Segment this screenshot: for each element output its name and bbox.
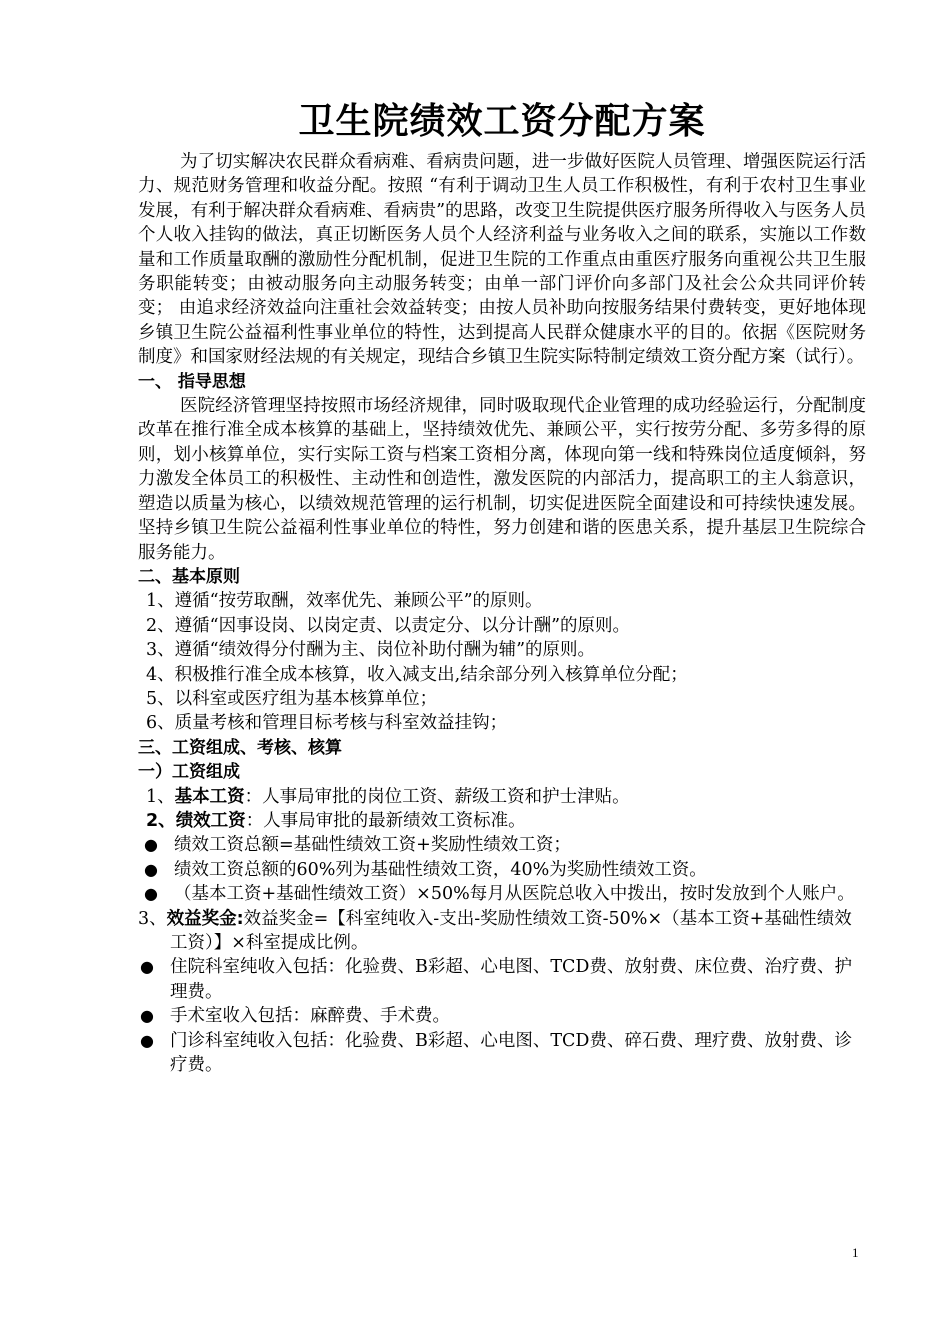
bullet-icon: ● xyxy=(144,859,158,879)
item-number: 2、 xyxy=(146,810,176,831)
salary-item-bonus xyxy=(138,907,866,956)
item-label: 绩效工资 xyxy=(175,810,246,831)
item-text: ：人事局审批的岗位工资、薪级工资和护士津贴。 xyxy=(244,786,630,807)
principle-item: 4、积极推行准全成本核算，收入减支出,结余部分列入核算单位分配； xyxy=(146,664,688,685)
bullet-item xyxy=(138,955,866,1004)
bullet-item xyxy=(138,833,866,857)
bullet-icon: ● xyxy=(144,884,158,904)
bullet-item xyxy=(138,1004,866,1028)
subsection-heading-composition: 一）工资组成 xyxy=(138,762,240,783)
bullet-text: （基本工资+基础性绩效工资）×50%每月从医院总收入中拨出，按时发放到个人账户。 xyxy=(174,884,855,905)
salary-item-basic xyxy=(138,785,866,809)
page-number: 1 xyxy=(852,1245,859,1260)
bullet-icon: ● xyxy=(140,1006,154,1026)
item-label: 效益奖金: xyxy=(166,908,244,929)
principle-item: 5、以科室或医疗组为基本核算单位； xyxy=(146,688,438,709)
salary-item-performance xyxy=(138,809,866,833)
bullet-text: 手术室收入包括：麻醉费、手术费。 xyxy=(170,1006,450,1027)
bullet-text: 门诊科室纯收入包括：化验费、B彩超、心电图、TCD费、碎石费、理疗费、放射费、诊疗费。 xyxy=(170,1030,852,1076)
document-page xyxy=(138,96,866,1077)
bullet-icon: ● xyxy=(140,1030,154,1050)
principle-item: 6、质量考核和管理目标考核与科室效益挂钩； xyxy=(146,713,508,734)
guiding-paragraph: 医院经济管理坚持按照市场经济规律，同时吸取现代企业管理的成功经验运行，分配制度改革在推行准全成本核算的基础上，坚持绩效优先、兼顾公平，实行按劳分配、多劳多得的原则，划小核算单位，实行实际工资与档案工资相分离，体现向第一线和特殊岗位适度倾斜，努力激发全体员工的积极性、主动性和创造性，激发医院的内部活力，提高职工的主人翁意识，塑造以质量为核心，以绩效规范管理的运行机制，切实促进医院全面建设和可持续快速发展。坚持乡镇卫生院公益福利性事业单位的特性，努力创建和谐的医患关系，提升基层卫生院综合服务能力。 xyxy=(138,396,866,563)
item-text: 效益奖金=【科室纯收入-支出-奖励性绩效工资-50%×（基本工资+基础性绩效工资）】×科室提成比例。 xyxy=(170,908,852,953)
page-title: 卫生院绩效工资分配方案 xyxy=(298,101,706,142)
bullet-icon: ● xyxy=(144,835,158,855)
bullet-item xyxy=(138,858,866,882)
bullet-text: 绩效工资总额的60%列为基础性绩效工资，40%为奖励性绩效工资。 xyxy=(174,859,707,880)
item-text: ：人事局审批的最新绩效工资标准。 xyxy=(245,810,526,831)
section-heading-salary: 三、工资组成、考核、核算 xyxy=(138,737,342,758)
bullet-text: 住院科室纯收入包括：化验费、B彩超、心电图、TCD费、放射费、床位费、治疗费、护理费。 xyxy=(170,957,852,1002)
section-heading-principles: 二、基本原则 xyxy=(138,566,240,587)
item-label: 基本工资 xyxy=(174,786,245,807)
item-number: 3、 xyxy=(138,908,167,929)
bullet-item xyxy=(138,1029,866,1078)
intro-paragraph: 为了切实解决农民群众看病难、看病贵问题，进一步做好医院人员管理、增强医院运行活力、规范财务管理和收益分配。按照 “有利于调动卫生人员工作积极性，有利于农村卫生事业发展，有利于解决群众看病难、看病贵”的思路，改变卫生院提供医疗服务所得收入与医务人员个人收入挂钩的做法，真正切断医务人员个人经济利益与业务收入之间的联系，实施以工作数量和工作质量取酬的激励性分配机制，促进卫生院的工作重点由重医疗服务向重视公共卫生服务职能转变；由被动服务向主动服务转变；由单一部门评价向多部门及社会公众共同评价转变； 由追求经济效益向注重社会效益转变；由按人员补助向按服务结果付费转变，更好地体现乡镇卫生院公益福利性事业单位的特性，达到提高人民群众健康水平的目的。依据《医院财务制度》和国家财经法规的有关规定，现结合乡镇卫生院实际特制定绩效工资分配方案（试行）。 xyxy=(138,152,866,368)
bullet-icon: ● xyxy=(140,957,154,977)
principle-item: 3、遵循“绩效得分付酬为主、岗位补助付酬为辅”的原则。 xyxy=(146,640,596,661)
principle-item: 2、遵循“因事设岗、以岗定责、以责定分、以分计酬”的原则。 xyxy=(146,615,631,636)
section-heading-guiding: 一、 指导思想 xyxy=(138,371,246,392)
bullet-text: 绩效工资总额=基础性绩效工资+奖励性绩效工资； xyxy=(174,835,571,856)
bullet-item xyxy=(138,882,866,906)
item-number: 1、 xyxy=(146,786,175,807)
principle-item: 1、遵循“按劳取酬，效率优先、兼顾公平”的原则。 xyxy=(146,591,543,612)
